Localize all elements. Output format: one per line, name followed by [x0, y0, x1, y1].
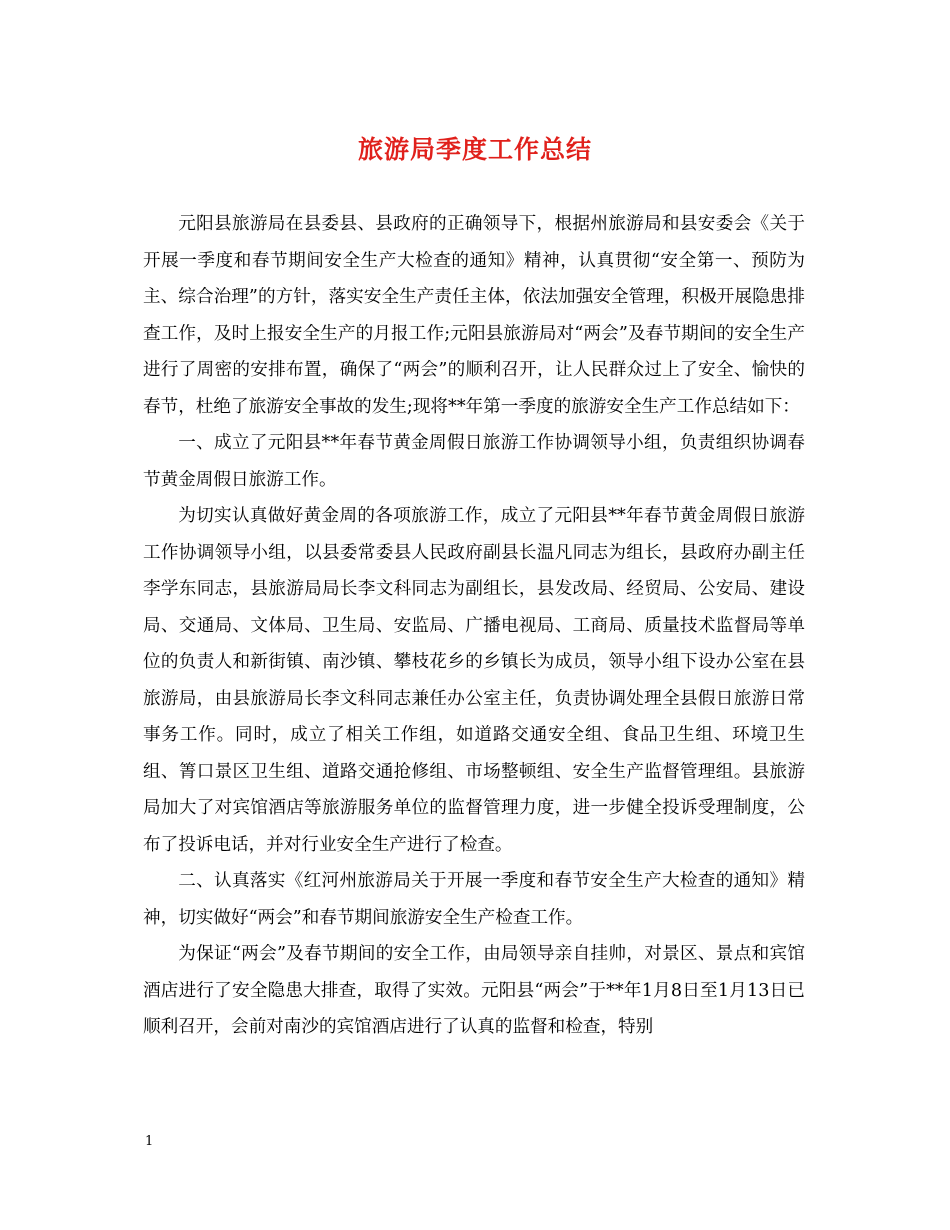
- paragraph-section-2-body: 为保证“两会”及春节期间的安全工作，由局领导亲自挂帅，对景区、景点和宾馆酒店进行了安全隐患大排查，取得了实效。元阳县“两会”于**年1月8日至1月13日已顺利召开，会前对南沙的宾馆酒店进行了认真的监督和检查，特别: [143, 944, 805, 1037]
- paragraph-section-1-body: 为切实认真做好黄金周的各项旅游工作，成立了元阳县**年春节黄金周假日旅游工作协调领导小组，以县委常委县人民政府副县长温凡同志为组长，县政府办副主任李学东同志，县旅游局局长李文科同志为副组长，县发改局、经贸局、公安局、建设局、交通局、文体局、卫生局、安监局、广播电视局、工商局、质量技术监督局等单位的负责人和新街镇、南沙镇、攀枝花乡的乡镇长为成员，领导小组下设办公室在县旅游局，由县旅游局长李文科同志兼任办公室主任，负责协调处理全县假日旅游日常事务工作。同时，成立了相关工作组，如道路交通安全组、食品卫生组、环境卫生组、箐口景区卫生组、道路交通抢修组、市场整顿组、安全生产监督管理组。县旅游局加大了对宾馆酒店等旅游服务单位的监督管理力度，进一步健全投诉受理制度，公布了投诉电话，并对行业安全生产进行了检查。: [143, 506, 805, 855]
- document-title: 旅游局季度工作总结: [357, 135, 592, 164]
- paragraph-section-2-heading: 二、认真落实《红河州旅游局关于开展一季度和春节安全生产大检查的通知》精神，切实做好“两会”和春节期间旅游安全生产检查工作。: [143, 871, 805, 928]
- document-body: [143, 206, 805, 1046]
- paragraph-section-1-heading: 一、成立了元阳县**年春节黄金周假日旅游工作协调领导小组，负责组织协调春节黄金周假日旅游工作。: [143, 433, 805, 490]
- paragraph-intro: 元阳县旅游局在县委县、县政府的正确领导下，根据州旅游局和县安委会《关于开展一季度和春节期间安全生产大检查的通知》精神，认真贯彻“安全第一、预防为主、综合治理”的方针，落实安全生产责任主体，依法加强安全管理，积极开展隐患排查工作，及时上报安全生产的月报工作;元阳县旅游局对“两会”及春节期间的安全生产进行了周密的安排布置，确保了“两会”的顺利召开，让人民群众过上了安全、愉快的春节，杜绝了旅游安全事故的发生;现将**年第一季度的旅游安全生产工作总结如下：: [143, 214, 805, 417]
- page-number: 1: [145, 1134, 154, 1149]
